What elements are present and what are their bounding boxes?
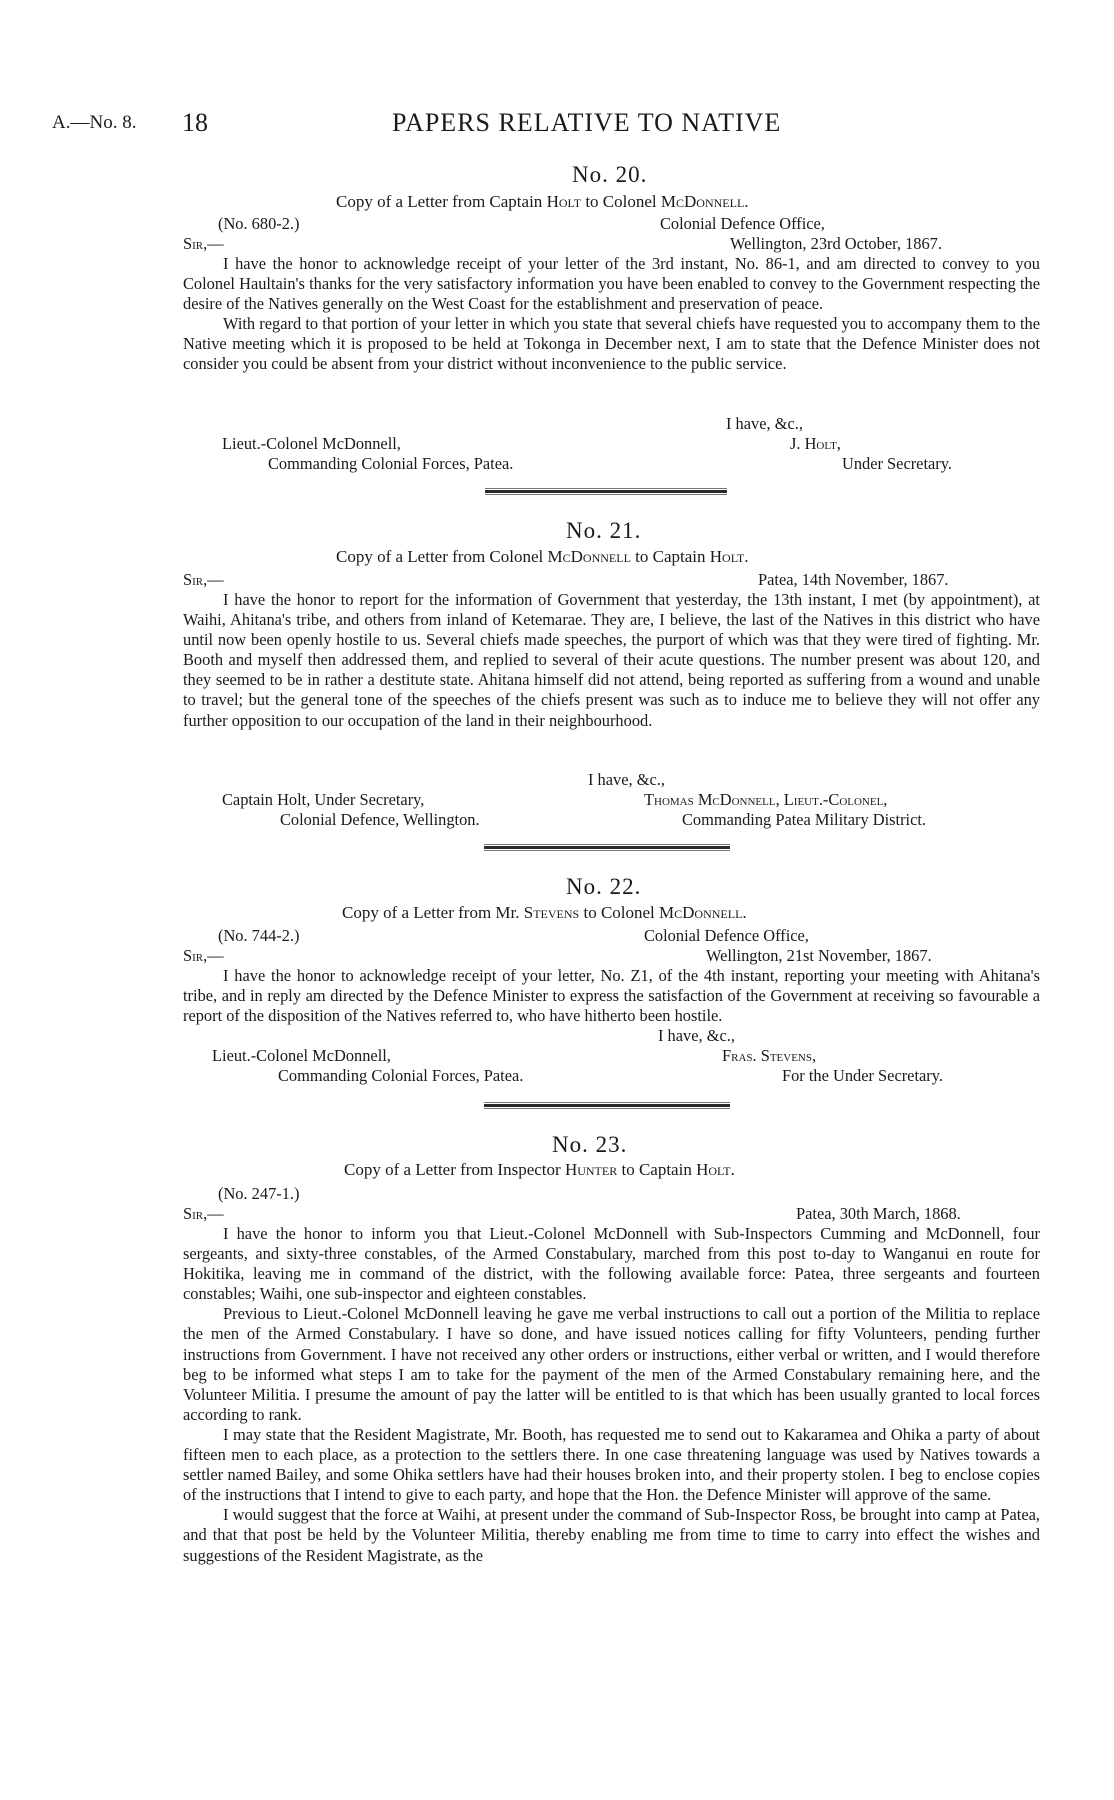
section-divider xyxy=(485,490,727,493)
letter-addressee: Lieut.-Colonel McDonnell, xyxy=(222,434,401,453)
letter-paragraph: I would suggest that the force at Waihi, at present under the command of Sub-Inspector Ross, be brought into camp at Patea, and that that post be held by the Volunteer Militia, thereby enabling me from time to time to carry into effect the wishes and suggestions of the Resident Magistrate, as the xyxy=(183,1505,1040,1565)
letter-addressee-title: Commanding Colonial Forces, Patea. xyxy=(268,454,514,473)
letter-addressee: Captain Holt, Under Secretary, xyxy=(222,790,425,809)
letter-ref-number: (No. 247-1.) xyxy=(218,1184,300,1203)
section-divider xyxy=(484,846,730,849)
letter-office: Colonial Defence Office, xyxy=(644,926,809,945)
letter-ref-number: (No. 680-2.) xyxy=(218,214,300,233)
letter-paragraph: I have the honor to report for the information of Government that yesterday, the 13th instant, I met (by appointment), at Waihi, Ahitana's tribe, and others from inland of Ketemarae. They are, I believe, the last of the Natives in this district who have until now been openly hostile to us. Several chiefs made speeches, the purport of which was that they were tired of fighting. Mr. Booth and myself then addressed them, and replied to several of their acute questions. The number present was about 120, and they seemed to be in rather a destitute state. Ahitana himself did not attend, being reported as suffering from a wound and unable to travel; but the general tone of the speeches of the chiefs present was such as to induce me to believe they will not offer any further opposition to our occupation of the land in their neighbourhood. xyxy=(183,590,1040,730)
letter-body xyxy=(183,966,1040,1026)
letter-caption: Copy of a Letter from Captain Holt to Colonel McDonnell. xyxy=(336,192,749,211)
letter-number: No. 22. xyxy=(566,874,642,899)
letter-addressee-title: Colonial Defence, Wellington. xyxy=(280,810,480,829)
letter-closing: I have, &c., xyxy=(726,414,803,433)
letter-number: No. 23. xyxy=(552,1132,628,1157)
letter-signature: J. Holt, xyxy=(790,434,841,453)
letter-body xyxy=(183,254,1040,375)
document-reference: A.—No. 8. xyxy=(52,112,137,133)
letter-paragraph: I have the honor to inform you that Lieut.-Colonel McDonnell with Sub-Inspectors Cumming and McDonnell, four sergeants, and sixty-three constables, of the Armed Constabulary, marched from this post to-day to Wanganui en route for Hokitika, leaving me in command of the district, with the following available force: Patea, three sergeants and fourteen constables; Waihi, one sub-inspector and eighteen constables. xyxy=(183,1224,1040,1304)
letter-signature-title: Under Secretary. xyxy=(842,454,952,473)
letter-closing: I have, &c., xyxy=(588,770,665,789)
letter-place-date: Patea, 30th March, 1868. xyxy=(796,1204,961,1223)
letter-place-date: Wellington, 23rd October, 1867. xyxy=(730,234,942,253)
letter-place-date: Wellington, 21st November, 1867. xyxy=(706,946,932,965)
letter-paragraph: I have the honor to acknowledge receipt of your letter of the 3rd instant, No. 86-1, and am directed to convey to you Colonel Haultain's thanks for the very satisfactory information you have been enabled to convey to the Government respecting the desire of the Natives generally on the West Coast for the establishment and preservation of peace. xyxy=(183,254,1040,314)
letter-signature-title: For the Under Secretary. xyxy=(782,1066,943,1085)
letter-ref-number: (No. 744-2.) xyxy=(218,926,300,945)
letter-body xyxy=(183,1224,1040,1566)
page-title: PAPERS RELATIVE TO NATIVE xyxy=(392,108,782,137)
letter-place-date: Patea, 14th November, 1867. xyxy=(758,570,949,589)
letter-signature: Thomas McDonnell, Lieut.-Colonel, xyxy=(644,790,888,809)
letter-paragraph: Previous to Lieut.-Colonel McDonnell leaving he gave me verbal instructions to call out a portion of the Militia to replace the men of the Armed Constabulary. I have so done, and have issued notices calling for fifty Volunteers, pending further instructions from Government. I have not received any other orders or instructions, either verbal or written, and I would therefore beg to be informed what steps I am to take for the payment of the men of the Armed Constabulary remaining here, and the Volunteer Militia. I presume the amount of pay the latter will be entitled to is that which has been usually granted to local forces according to rank. xyxy=(183,1304,1040,1424)
letter-salutation: Sir,— xyxy=(183,946,224,965)
section-divider xyxy=(484,1104,730,1107)
letter-closing: I have, &c., xyxy=(658,1026,735,1045)
letter-office: Colonial Defence Office, xyxy=(660,214,825,233)
letter-signature-title: Commanding Patea Military District. xyxy=(682,810,927,829)
letter-addressee-title: Commanding Colonial Forces, Patea. xyxy=(278,1066,524,1085)
letter-paragraph: I may state that the Resident Magistrate, Mr. Booth, has requested me to send out to Kakaramea and Ohika a party of about fifteen men to each place, as a protection to the settlers there. In one case threatening language was used by Natives towards a settler named Bailey, and some Ohika settlers have had their houses broken into, and their property stolen. I beg to enclose copies of the instructions that I intend to give to each party, and hope that the Hon. the Defence Minister will approve of the same. xyxy=(183,1424,1040,1505)
letter-signature: Fras. Stevens, xyxy=(722,1046,817,1065)
letter-addressee: Lieut.-Colonel McDonnell, xyxy=(212,1046,391,1065)
letter-caption: Copy of a Letter from Mr. Stevens to Colonel McDonnell. xyxy=(342,903,747,922)
letter-number: No. 21. xyxy=(566,518,642,543)
letter-body xyxy=(183,590,1040,731)
letter-caption: Copy of a Letter from Colonel McDonnell to Captain Holt. xyxy=(336,547,749,566)
letter-salutation: Sir,— xyxy=(183,1204,224,1223)
letter-paragraph: I have the honor to acknowledge receipt of your letter, No. Z1, of the 4th instant, reporting your meeting with Ahitana's tribe, and in reply am directed by the Defence Minister to express the satisfaction of the Government at receiving so favourable a report of the disposition of the Natives referred to, who have hitherto been hostile. xyxy=(183,966,1040,1026)
letter-caption: Copy of a Letter from Inspector Hunter to Captain Holt. xyxy=(344,1160,735,1179)
letter-salutation: Sir,— xyxy=(183,570,224,589)
letter-number: No. 20. xyxy=(572,162,648,187)
letter-paragraph: With regard to that portion of your letter in which you state that several chiefs have requested you to accompany them to the Native meeting which it is proposed to be held at Tokonga in December next, I am to state that the Defence Minister does not consider you could be absent from your district without inconvenience to the public service. xyxy=(183,314,1040,374)
page-number: 18 xyxy=(182,108,208,137)
letter-salutation: Sir,— xyxy=(183,234,224,253)
